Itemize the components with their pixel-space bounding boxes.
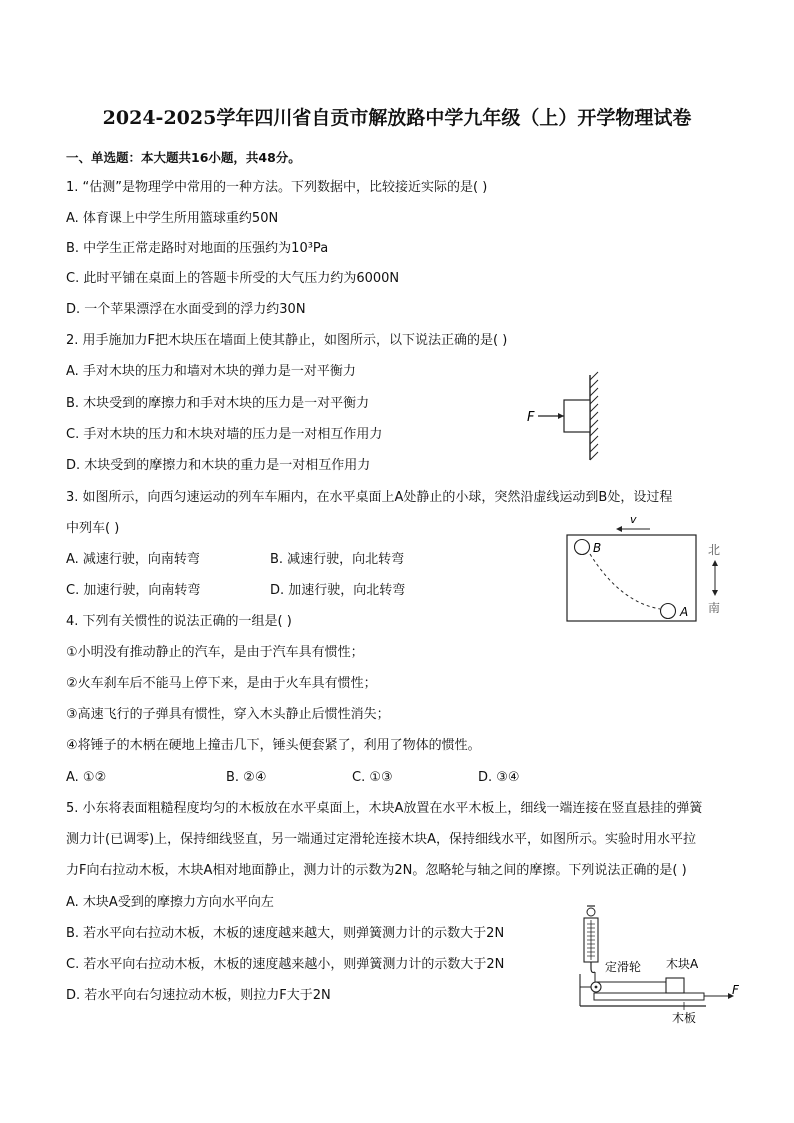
q1-option-c: C. 此时平铺在桌面上的答题卡所受的大气压力约为6000N [66, 271, 400, 286]
q5-option-d: D. 若水平向右匀速拉动木板，则拉力F大于2N [66, 988, 331, 1003]
q3-stem-line2: 中列车( ) [66, 521, 120, 536]
q4-statement-3: ③高速飞行的子弹具有惯性，穿入木头静止后惯性消失； [66, 707, 390, 722]
q1-stem: 1. “估测”是物理学中常用的一种方法。下列数据中，比较接近实际的是( ) [66, 180, 488, 195]
q3-south-label: 南 [708, 601, 721, 615]
q5-stem-line3: 力F向右拉动木板，木块A相对地面静止，测力计的示数为2N。忽略轮与轴之间的摩擦。下列说法正确的是( ) [66, 863, 687, 878]
q2-option-b: B. 木块受到的摩擦力和手对木块的压力是一对平衡力 [66, 396, 370, 411]
q4-statement-1: ①小明没有推动静止的汽车，是由于汽车具有惯性； [66, 645, 364, 660]
q5-option-b: B. 若水平向右拉动木板，木板的速度越来越大，则弹簧测力计的示数大于2N [66, 926, 505, 941]
q5-force-label: F [732, 983, 739, 997]
q5-board-label: 木板 [672, 1011, 697, 1024]
q4-stem: 4. 下列有关惯性的说法正确的一组是( ) [66, 614, 292, 629]
section-heading: 一、单选题：本大题共16小题，共48分。 [66, 150, 301, 165]
q3-point-b: B [593, 541, 602, 555]
q5-option-c: C. 若水平向右拉动木板，木板的速度越来越小，则弹簧测力计的示数大于2N [66, 957, 505, 972]
q4-option-d: D. ③④ [478, 770, 520, 785]
q2-figure-wall-block [520, 370, 610, 465]
q3-point-a: A [680, 605, 689, 619]
q5-stem-line1: 5. 小东将表面粗糙程度均匀的木板放在水平桌面上，木块A放置在水平木板上，细线一端连接在竖直悬挂的弹簧 [66, 801, 703, 816]
q3-north-label: 北 [708, 543, 721, 557]
q2-option-c: C. 手对木块的压力和木块对墙的压力是一对相互作用力 [66, 427, 383, 442]
q4-option-c: C. ①③ [352, 770, 393, 785]
q5-pulley-label: 定滑轮 [605, 960, 642, 974]
q3-option-b: B. 减速行驶，向北转弯 [270, 552, 405, 567]
q5-figure-spring-scale [574, 902, 754, 1024]
q1-option-a: A. 体育课上中学生所用篮球重约50N [66, 211, 279, 226]
q2-stem: 2. 用手施加力F把木块压在墙面上使其静止，如图所示，以下说法正确的是( ) [66, 333, 508, 348]
q5-stem-line2: 测力计(已调零)上，保持细线竖直，另一端通过定滑轮连接木块A，保持细线水平，如图所示。实验时用水平拉 [66, 832, 697, 847]
q2-force-label: F [527, 410, 535, 425]
q2-option-a: A. 手对木块的压力和墙对木块的弹力是一对平衡力 [66, 364, 356, 379]
q3-stem-line1: 3. 如图所示，向西匀速运动的列车车厢内，在水平桌面上A处静止的小球，突然沿虚线运动到B处，设过程 [66, 490, 673, 505]
q3-velocity-label: v [630, 513, 637, 526]
q4-statement-4: ④将锤子的木柄在硬地上撞击几下，锤头便套紧了，利用了物体的惯性。 [66, 738, 481, 753]
q4-option-b: B. ②④ [226, 770, 267, 785]
q3-option-c: C. 加速行驶，向南转弯 [66, 583, 201, 598]
q4-option-a: A. ①② [66, 770, 107, 785]
q1-option-b: B. 中学生正常走路时对地面的压强约为10³Pa [66, 241, 329, 256]
q4-statement-2: ②火车刹车后不能马上停下来，是由于火车具有惯性； [66, 676, 377, 691]
q5-block-label: 木块A [666, 957, 699, 971]
q5-option-a: A. 木块A受到的摩擦力方向水平向左 [66, 895, 274, 910]
q1-option-d: D. 一个苹果漂浮在水面受到的浮力约30N [66, 302, 306, 317]
q3-option-a: A. 减速行驶，向南转弯 [66, 552, 200, 567]
page-title: 2024-2025学年四川省自贡市解放路中学九年级（上）开学物理试卷 [102, 107, 692, 129]
q3-option-d: D. 加速行驶，向北转弯 [270, 583, 406, 598]
q2-option-d: D. 木块受到的摩擦力和木块的重力是一对相互作用力 [66, 458, 371, 473]
q3-figure-train-table [560, 512, 730, 624]
